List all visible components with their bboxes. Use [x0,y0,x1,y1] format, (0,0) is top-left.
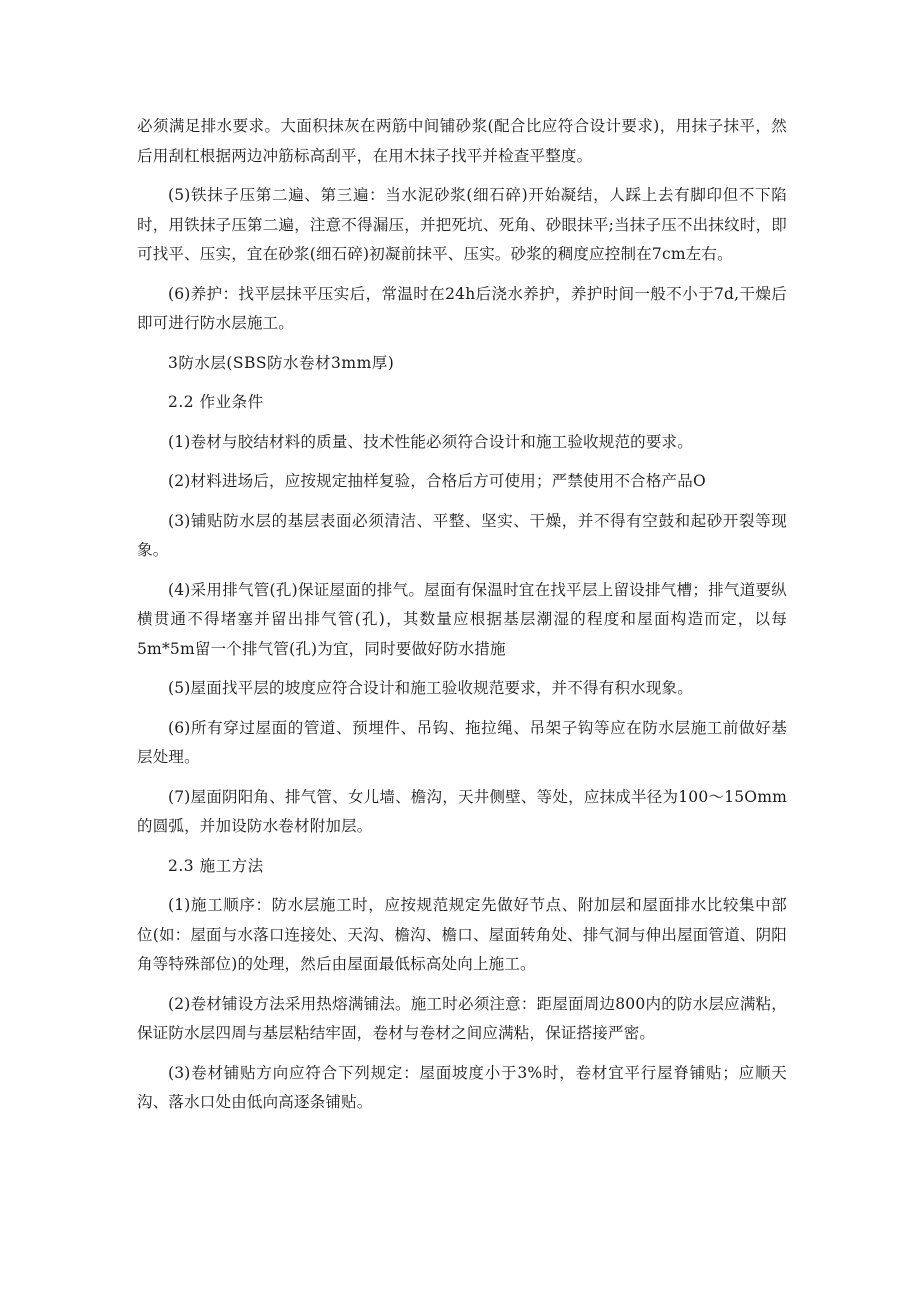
paragraph-step-5-troweling: (5)铁抹子压第二遍、第三遍：当水泥砂浆(细石碎)开始凝结，人踩上去有脚印但不下陷时，用铁抹子压第二遍，注意不得漏压，并把死坑、死角、砂眼抹平;当抹子压不出抹纹时，即可找平、压实，宜在砂浆(细石碎)初凝前抹平、压实。砂浆的稠度应控制在7cm左右。 [137,186,787,263]
paragraph-condition-6: (6)所有穿过屋面的管道、预埋件、吊钩、拖拉绳、吊架子钩等应在防水层施工前做好基层处理。 [137,718,787,766]
paragraph-condition-3: (3)铺贴防水层的基层表面必须清洁、平整、坚实、干燥，并不得有空鼓和起砂开裂等现象。 [137,511,787,559]
section-heading-waterproof-layer: 3防水层(SBS防水卷材3mm厚) [168,353,395,372]
section-heading-work-conditions: 2.2 作业条件 [168,393,264,411]
paragraph-condition-1: (1)卷材与胶结材料的质量、技术性能必须符合设计和施工验收规范的要求。 [168,432,693,451]
paragraph-step-6-curing: (6)养护：找平层抹平压实后，常温时在24h后浇水养护，养护时间一般不小于7d,干燥后即可进行防水层施工。 [137,284,787,332]
section-heading-construction-method: 2.3 施工方法 [168,856,264,875]
paragraph-condition-5: (5)屋面找平层的坡度应符合设计和施工验收规范要求，并不得有积水现象。 [168,679,693,697]
paragraph-method-2: (2)卷材铺设方法采用热熔满铺法。施工时必须注意：距屋面周边800内的防水层应满粘，保证防水层四周与基层粘结牢固，卷材与卷材之间应满粘，保证搭接严密。 [137,994,787,1042]
paragraph-method-1: (1)施工顺序：防水层施工时，应按规范规定先做好节点、附加层和屋面排水比较集中部位(如：屋面与水落口连接处、天沟、檐沟、檐口、屋面转角处、排气洞与伸出屋面管道、阴阳角等特殊部位)的处理，然后由屋面最低标高处向上施工。 [137,896,787,973]
document-body [137,112,787,1128]
paragraph-leveling-continued: 必须满足排水要求。大面积抹灰在两筋中间铺砂浆(配合比应符合设计要求)，用抹子抹平，然后用刮杠根据两边冲筋标高刮平，在用木抹子找平并检查平整度。 [137,117,787,165]
paragraph-method-3: (3)卷材铺贴方向应符合下列规定：屋面坡度小于3%时，卷材宜平行屋脊铺贴；应顺天沟、落水口处由低向高逐条铺贴。 [137,1063,787,1111]
paragraph-condition-4: (4)采用排气管(孔)保证屋面的排气。屋面有保温时宜在找平层上留设排气槽；排气道要纵横贯通不得堵塞并留出排气管(孔)，其数量应根据基层潮湿的程度和屋面构造而定，以每5m*5m留一个排气管(孔)为宜，同时要做好防水措施 [137,580,787,658]
paragraph-condition-2: (2)材料进场后，应按规定抽样复验，合格后方可使用；严禁使用不合格产品O [168,472,706,490]
paragraph-condition-7: (7)屋面阴阳角、排气管、女儿墙、檐沟，天井侧壁、等处，应抹成半径为100～15Omm的圆弧，并加设防水卷材附加层。 [137,787,787,835]
